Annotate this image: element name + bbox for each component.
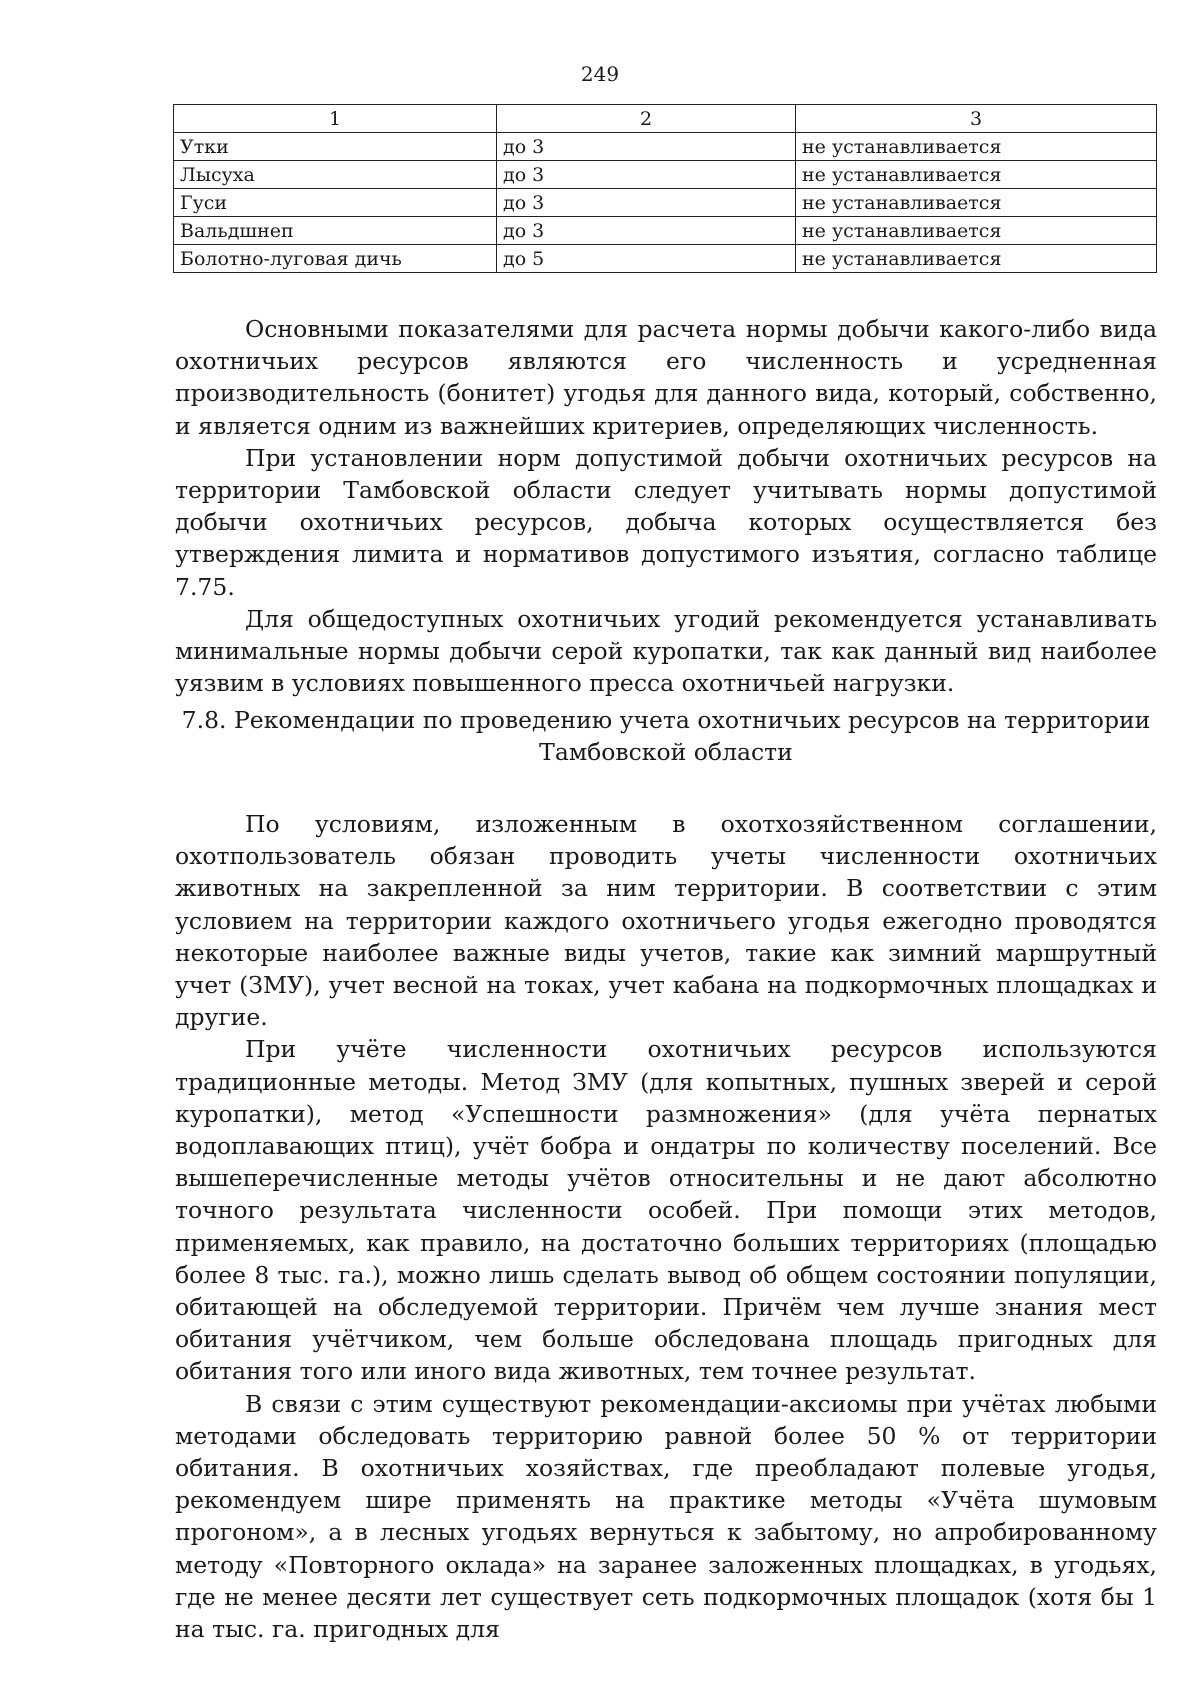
section-heading-line: Тамбовской области xyxy=(539,738,793,766)
limit-cell: не устанавливается xyxy=(796,217,1157,245)
limit-cell: не устанавливается xyxy=(796,161,1157,189)
table-header-cell: 1 xyxy=(174,105,497,133)
norm-cell: до 3 xyxy=(497,189,796,217)
table-header-row xyxy=(174,105,1157,133)
body-text-block xyxy=(175,808,1157,1645)
table-row xyxy=(174,133,1157,161)
norm-cell: до 3 xyxy=(497,133,796,161)
norm-cell: до 3 xyxy=(497,217,796,245)
norm-cell: до 3 xyxy=(497,161,796,189)
paragraph: Основными показателями для расчета нормы добычи какого-либо вида охотничьих ресурсов являются его численность и усредненная производительность (бонитет) угодья для данного вида, который, собственно, и является одним из важнейших критериев, определяющих численность. xyxy=(175,315,1157,440)
species-cell: Болотно-луговая дичь xyxy=(174,245,497,273)
table-row xyxy=(174,245,1157,273)
table-header-cell: 2 xyxy=(497,105,796,133)
section-heading xyxy=(175,704,1157,768)
section-heading-line: 7.8. Рекомендации по проведению учета охотничьих ресурсов на территории xyxy=(181,706,1151,734)
paragraph: В связи с этим существуют рекомендации-аксиомы при учётах любыми методами обследовать территорию равной более 50 % от территории обитания. В охотничьих хозяйствах, где преобладают полевые угодья, рекомендуем шире применять на практике методы «Учёта шумовым прогоном», а в лесных угодьях вернуться к забытому, но апробированному методу «Повторного оклада» на заранее заложенных площадках, в угодьях, где не менее десяти лет существует сеть подкормочных площадок (хотя бы 1 на тыс. га. пригодных для xyxy=(175,1389,1157,1644)
paragraph: Для общедоступных охотничьих угодий рекомендуется устанавливать минимальные нормы добычи серой куропатки, так как данный вид наиболее уязвим в условиях повышенного пресса охотничьей нагрузки. xyxy=(175,604,1157,698)
limit-cell: не устанавливается xyxy=(796,133,1157,161)
species-cell: Гуси xyxy=(174,189,497,217)
table-row xyxy=(174,161,1157,189)
limit-cell: не устанавливается xyxy=(796,245,1157,273)
body-text-block xyxy=(175,313,1157,699)
species-cell: Вальдшнеп xyxy=(174,217,497,245)
page-number: 249 xyxy=(580,62,620,86)
harvest-norms-table xyxy=(173,104,1157,273)
paragraph: По условиям, изложенным в охотхозяйственном соглашении, охотпользователь обязан проводить учеты численности охотничьих животных на закрепленной за ним территории. В соответствии с этим условием на территории каждого охотничьего угодья ежегодно проводятся некоторые наиболее важные виды учетов, такие как зимний маршрутный учет (ЗМУ), учет весной на токах, учет кабана на подкормочных площадках и другие. xyxy=(175,810,1157,1032)
norm-cell: до 5 xyxy=(497,245,796,273)
paragraph: При установлении норм допустимой добычи охотничьих ресурсов на территории Тамбовской области следует учитывать нормы допустимой добычи охотничьих ресурсов, добыча которых осуществляется без утверждения лимита и нормативов допустимого изъятия, согласно таблице 7.75. xyxy=(175,443,1157,601)
paragraph: При учёте численности охотничьих ресурсов используются традиционные методы. Метод ЗМУ (для копытных, пушных зверей и серой куропатки), метод «Успешности размножения» (для учёта пернатых водоплавающих птиц), учёт бобра и ондатры по количеству поселений. Все вышеперечисленные методы учётов относительны и не дают абсолютно точного результата численности особей. При помощи этих методов, применяемых, как правило, на достаточно больших территориях (площадью более 8 тыс. га.), можно лишь сделать вывод об общем состоянии популяции, обитающей на обследуемой территории. Причём чем лучше знания мест обитания учётчиком, чем больше обследована площадь пригодных для обитания того или иного вида животных, тем точнее результат. xyxy=(175,1035,1157,1386)
table-header-cell: 3 xyxy=(796,105,1157,133)
table-row xyxy=(174,217,1157,245)
limit-cell: не устанавливается xyxy=(796,189,1157,217)
species-cell: Утки xyxy=(174,133,497,161)
species-cell: Лысуха xyxy=(174,161,497,189)
table-row xyxy=(174,189,1157,217)
